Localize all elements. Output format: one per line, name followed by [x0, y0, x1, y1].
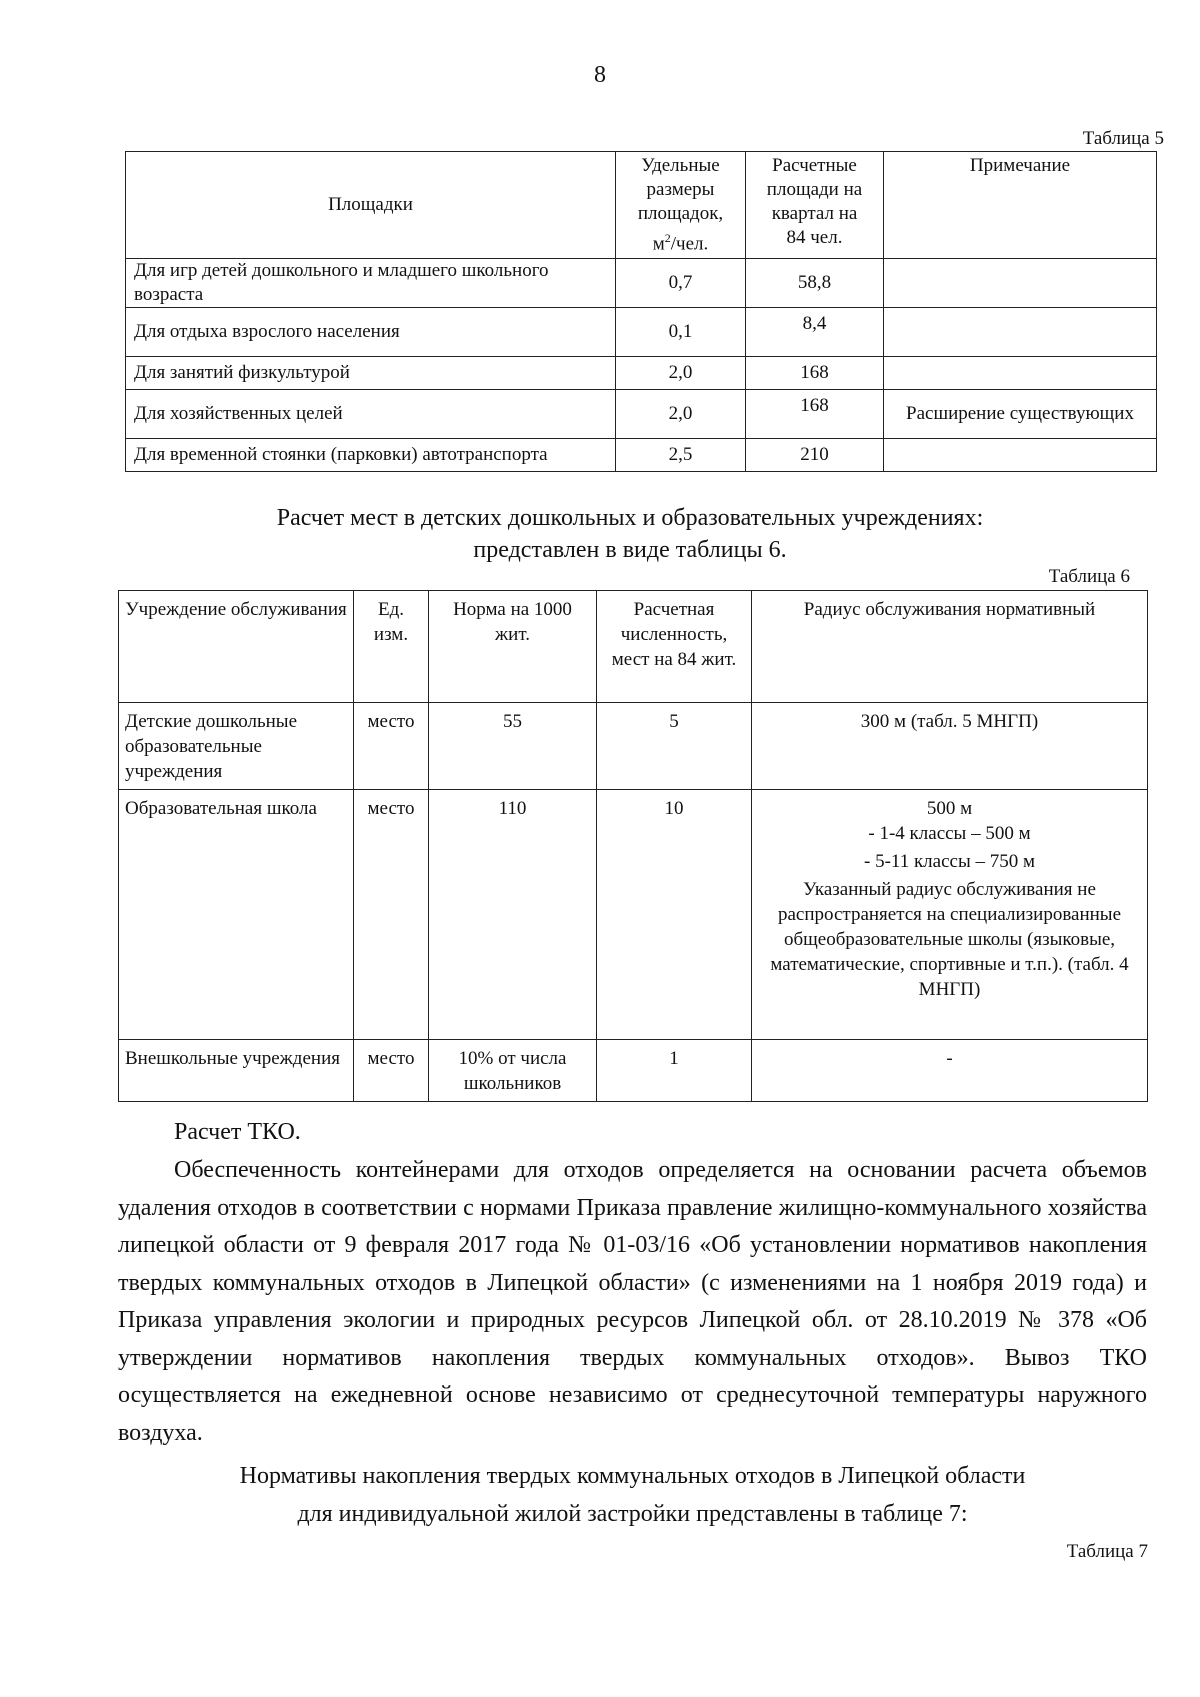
table6-cell-norm: 10% от числа школьников	[429, 1040, 597, 1102]
table-row	[126, 259, 1157, 308]
table5-cell-note	[884, 439, 1157, 472]
table6-cell-norm: 55	[429, 703, 597, 790]
table5-cell-specific: 2,0	[616, 357, 746, 390]
norms-heading-line1: Нормативы накопления твердых коммунальных отходов в Липецкой области	[239, 1463, 1026, 1489]
radius-line: Указанный радиус обслуживания не распространяется на специализированные общеобразовательные школы (языковые, математические, спортивные и т.п.). (табл. 4 МНГП)	[770, 879, 1129, 1000]
table6-header-calc: Расчетная численность, мест на 84 жит.	[597, 591, 752, 703]
table6-cell-unit: место	[354, 1040, 429, 1102]
table6	[118, 590, 1148, 1102]
table6-cell-radius: -	[752, 1040, 1148, 1102]
norms-heading-line2: для индивидуальной жилой застройки представлены в таблице 7:	[297, 1500, 968, 1527]
table6-cell-radius: 300 м (табл. 5 МНГП)	[752, 703, 1148, 790]
table-row	[119, 790, 1148, 1040]
table-row	[126, 357, 1157, 390]
radius-line: - 5-11 классы – 750 м	[864, 851, 1035, 872]
table6-cell-calc: 1	[597, 1040, 752, 1102]
table6-cell-institution: Образовательная школа	[119, 790, 354, 1040]
table5-cell-name: Для отдыха взрослого населения	[126, 308, 616, 357]
table6-header-radius: Радиус обслуживания нормативный	[752, 591, 1148, 703]
table5-cell-name: Для временной стоянки (парковки) автотранспорта	[126, 439, 616, 472]
table5-cell-calculated: 8,4	[746, 308, 884, 357]
table6-cell-unit: место	[354, 703, 429, 790]
table5-cell-note	[884, 308, 1157, 357]
norms-heading	[130, 1458, 1135, 1533]
table6-cell-norm: 110	[429, 790, 597, 1040]
table5-header-areas: Площадки	[126, 152, 616, 259]
table6-cell-radius	[752, 790, 1148, 1040]
table6-heading-line1: Расчет мест в детских дошкольных и образовательных учреждениях:	[276, 505, 984, 531]
table5-cell-note	[884, 357, 1157, 390]
table6-cell-institution: Детские дошкольные образовательные учреждения	[119, 703, 354, 790]
radius-line: - 1-4 классы – 500 м	[868, 823, 1031, 844]
table5-label: Таблица 5	[1082, 128, 1164, 149]
table5-cell-specific: 0,7	[616, 259, 746, 308]
table5-cell-name: Для игр детей дошкольного и младшего школьного возраста	[126, 259, 616, 308]
table5-cell-calculated: 168	[746, 357, 884, 390]
table5-cell-specific: 2,0	[616, 390, 746, 439]
table5-header-row	[126, 152, 1157, 259]
table5-cell-note: Расширение существующих	[884, 390, 1157, 439]
table5-cell-name: Для занятий физкультурой	[126, 357, 616, 390]
radius-line: 500 м	[926, 798, 973, 819]
table6-cell-unit: место	[354, 790, 429, 1040]
table6-label: Таблица 6	[1048, 566, 1130, 587]
table5-cell-specific: 2,5	[616, 439, 746, 472]
table-row	[126, 390, 1157, 439]
table6-cell-calc: 5	[597, 703, 752, 790]
table-row	[119, 703, 1148, 790]
table7-label: Таблица 7	[1066, 1541, 1148, 1562]
table5	[125, 151, 1157, 472]
page-number: 8	[594, 62, 606, 88]
table6-cell-institution: Внешкольные учреждения	[119, 1040, 354, 1102]
table5-cell-calculated: 210	[746, 439, 884, 472]
tko-paragraph: Обеспеченность контейнерами для отходов определяется на основании расчета объемов удаления отходов в соответствии с нормами Приказа правление жилищно-коммунального хозяйства липецкой области от 9 февраля 2017 года № 01-03/16 «Об установлении нормативов накопления твердых коммунальных отходов в Липецкой области» (с изменениями на 1 ноября 2019 года) и Приказа управления экологии и природных ресурсов Липецкой обл. от 28.10.2019 № 378 «Об утверждении нормативов накопления твердых коммунальных отходов». Вывоз ТКО осуществляется на ежедневной основе независимо от среднесуточной температуры наружного воздуха.	[118, 1157, 1147, 1446]
table5-header-specific: Удельные размеры площадок, $м^2$/чел.	[616, 152, 746, 259]
table6-heading-line2: представлен в виде таблицы 6.	[473, 537, 787, 563]
table5-cell-calculated: 58,8	[746, 259, 884, 308]
table6-header-unit: Ед. изм.	[354, 591, 429, 703]
tko-title	[118, 1114, 1147, 1152]
table5-cell-note	[884, 259, 1157, 308]
table5-header-note: Примечание	[884, 152, 1157, 259]
table6-header-institution: Учреждение обслуживания	[119, 591, 354, 703]
table-row	[126, 439, 1157, 472]
table5-cell-specific: 0,1	[616, 308, 746, 357]
table5-cell-name: Для хозяйственных целей	[126, 390, 616, 439]
table6-header-norm: Норма на 1000 жит.	[429, 591, 597, 703]
table-row	[119, 1040, 1148, 1102]
table6-heading	[150, 502, 1110, 566]
table6-cell-calc: 10	[597, 790, 752, 1040]
tko-title-text: Расчет ТКО.	[174, 1119, 301, 1145]
table6-header-row	[119, 591, 1148, 703]
table5-cell-calculated: 168	[746, 390, 884, 439]
table5-header-calculated: Расчетные площади на квартал на 84 чел.	[746, 152, 884, 259]
table-row	[126, 308, 1157, 357]
